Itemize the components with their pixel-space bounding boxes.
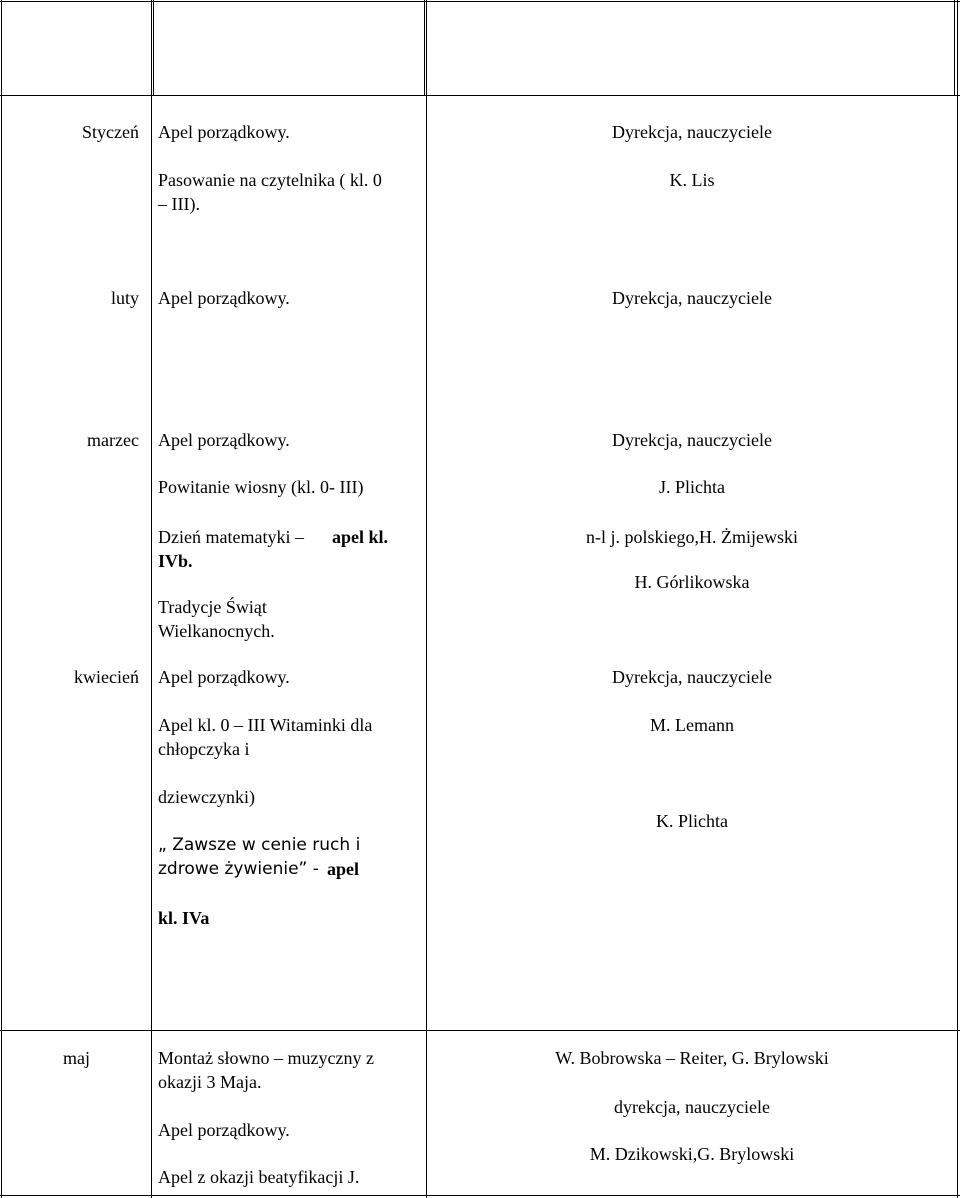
event-line: – III). [158, 194, 200, 214]
responsible-line: Dyrekcja, nauczyciele [612, 122, 772, 142]
responsible-line: H. Górlikowska [634, 572, 750, 592]
event-line: Apel z okazji beatyfikacji J. [158, 1167, 360, 1187]
responsible-line: K. Plichta [656, 811, 728, 831]
event-line: Apel porządkowy. [158, 1120, 290, 1140]
responsible-line: W. Bobrowska – Reiter, G. Brylowski [555, 1048, 829, 1068]
event-line-bold: apel [327, 859, 360, 879]
event-line: Powitanie wiosny (kl. 0- III) [158, 477, 364, 497]
table-border-right [957, 0, 958, 1198]
event-line-bold: IVb. [158, 551, 193, 571]
event-line: „ Zawsze w cenie ruch i [158, 835, 361, 855]
event-line-bold: kl. IVa [158, 908, 210, 928]
event-line: zdrowe żywienie” - [158, 859, 319, 879]
event-line: Apel porządkowy. [158, 667, 290, 687]
event-line: Wielkanocnych. [158, 621, 275, 641]
event-line-bold: apel kl. [332, 527, 389, 547]
table-border-top [0, 1, 960, 2]
month-cell: luty [110, 288, 139, 308]
month-cell: kwiecień [74, 667, 139, 687]
month-cell: marzec [87, 430, 139, 450]
event-line: Pasowanie na czytelnika ( kl. 0 [158, 170, 382, 190]
responsible-line: Dyrekcja, nauczyciele [612, 430, 772, 450]
responsible-line: Dyrekcja, nauczyciele [612, 667, 772, 687]
month-cell: Styczeń [82, 122, 139, 142]
event-line: Dzień matematyki – [158, 527, 304, 547]
table-row-border [0, 95, 960, 96]
table-border-left [1, 0, 2, 1198]
event-line: chłopczyka i [158, 739, 250, 759]
responsible-line: K. Lis [669, 170, 715, 190]
responsible-line: dyrekcja, nauczyciele [614, 1097, 770, 1117]
table-border-inner [954, 0, 955, 95]
responsible-line: M. Dzikowski,G. Brylowski [589, 1144, 795, 1164]
table-border-inner [424, 0, 425, 95]
event-line: okazji 3 Maja. [158, 1072, 262, 1092]
table-border-inner [153, 0, 154, 95]
month-cell: maj [63, 1048, 90, 1068]
responsible-line: M. Lemann [650, 715, 734, 735]
event-line: Montaż słowno – muzyczny z [158, 1048, 374, 1068]
responsible-line: Dyrekcja, nauczyciele [612, 288, 772, 308]
event-line: Apel porządkowy. [158, 430, 290, 450]
event-line: Apel porządkowy. [158, 288, 290, 308]
responsible-line: n-l j. polskiego,H. Żmijewski [586, 527, 798, 547]
table-row-border [0, 1030, 960, 1031]
table-border-col1 [151, 0, 152, 1198]
event-line: Apel kl. 0 – III Witaminki dla [158, 715, 373, 735]
event-line: Apel porządkowy. [158, 122, 290, 142]
event-line: dziewczynki) [158, 787, 255, 807]
event-line: Tradycje Świąt [158, 597, 267, 617]
responsible-line: J. Plichta [659, 477, 725, 497]
table-border-bottom [0, 1195, 960, 1196]
